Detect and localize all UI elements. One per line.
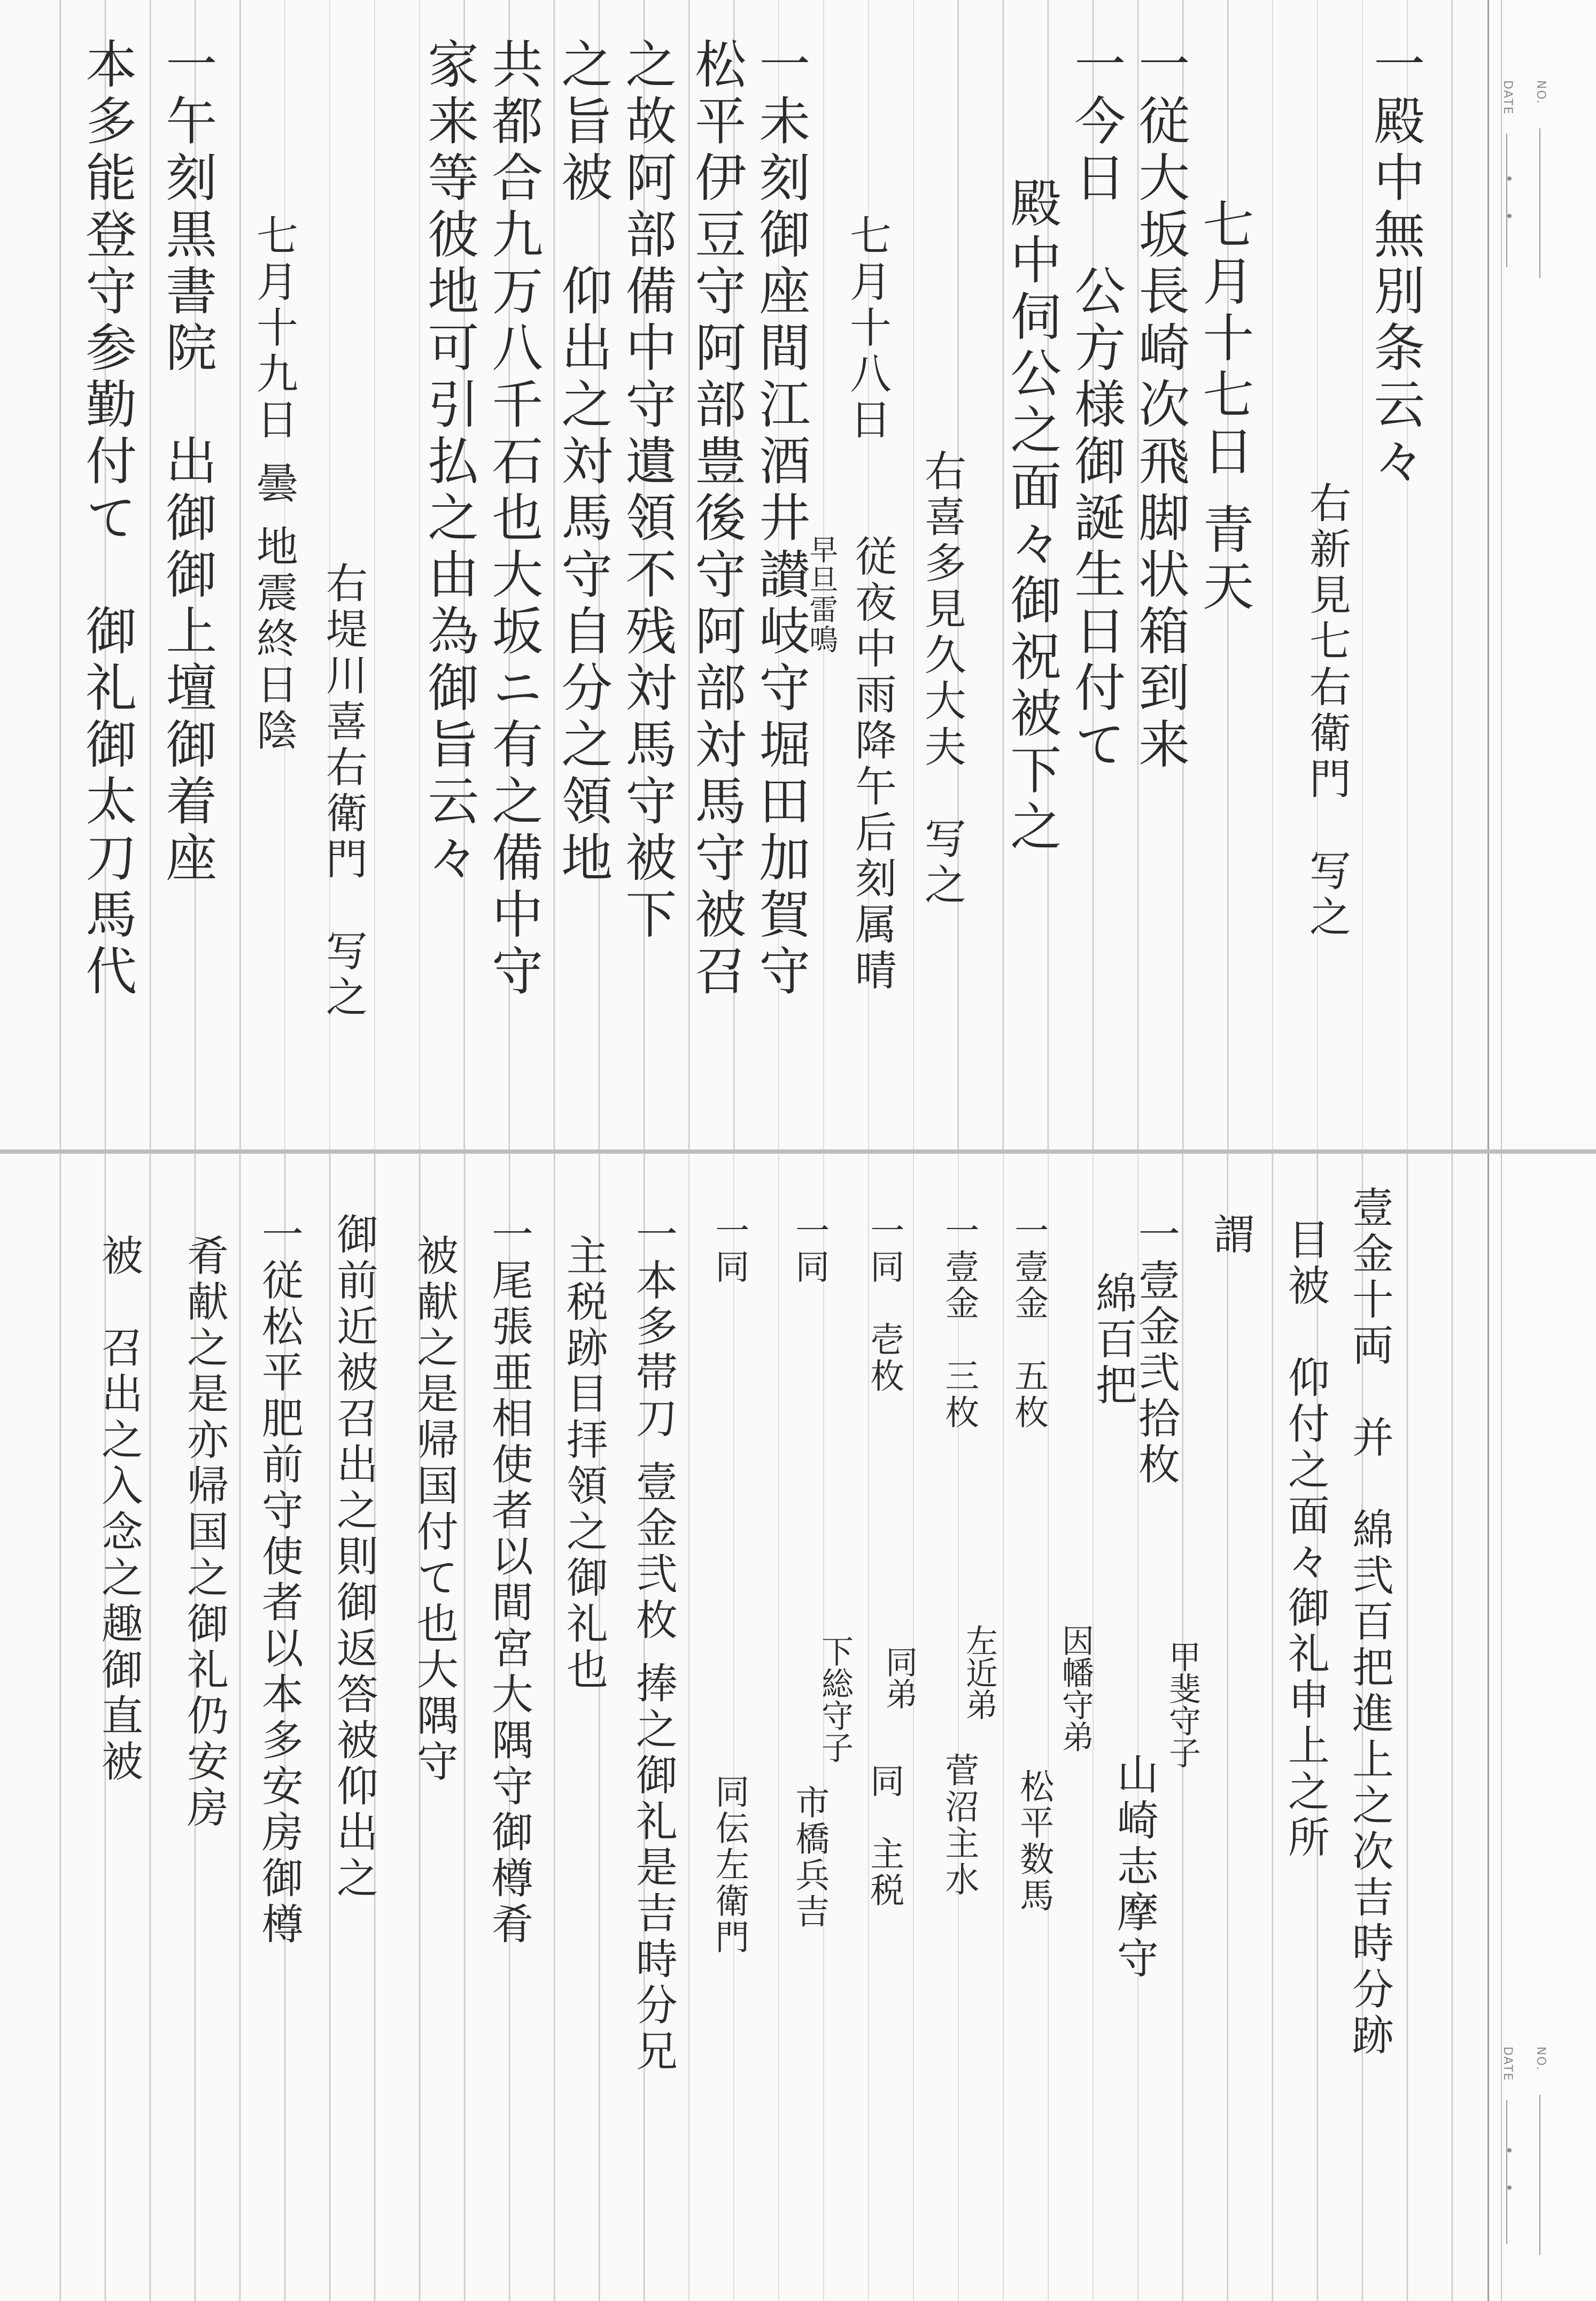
relation-note: 因幡守弟 xyxy=(1057,1624,1094,1752)
page-margin-strip xyxy=(1487,0,1596,1149)
text-column: 一従松平肥前守使者以本多安房御樽 xyxy=(254,1213,303,1948)
text-column: 一今日 公方様御誕生日付て xyxy=(1066,37,1126,774)
header-no-label: NO. xyxy=(1534,80,1547,105)
person-name: 市橋兵吉 xyxy=(789,1785,830,1930)
text-column: 被献之是帰国付て也大隅守 xyxy=(409,1234,458,1786)
gift-entry: 一壹金弐拾枚 xyxy=(1131,1213,1180,1488)
text-column: 壹金十両 并 綿弐百把進上之次吉時分跡 xyxy=(1345,1186,1393,2059)
text-column: 之旨被 仰出之対馬守自分之領地 xyxy=(553,37,613,887)
text-column: 家来等彼地可引払之由為御旨云々 xyxy=(419,37,479,887)
header-date-dot xyxy=(1507,214,1512,218)
gift-entry: 一壹金 三枚 xyxy=(939,1213,979,1431)
date-heading: 七月十七日 青天 xyxy=(1194,198,1254,616)
relation-note: 同弟 xyxy=(880,1646,918,1710)
text-column: 松平伊豆守阿部豊後守阿部対馬守被召 xyxy=(686,37,747,1001)
text-column: 一午刻黒書院 出御御上壇御着座 xyxy=(157,37,218,887)
weather-note: 早旦雷鳴 xyxy=(804,535,839,654)
scribe-note: 右新見七右衛門 写之 xyxy=(1302,481,1351,941)
text-column: 被 召出之入念之趣御直被 xyxy=(94,1234,143,1786)
header-date-label: DATE xyxy=(1501,2047,1514,2082)
text-column: 一本多帯刀 壹金弐枚 捧之御礼是吉時分兄 xyxy=(629,1213,677,2075)
header-no-label: NO. xyxy=(1534,2047,1547,2071)
text-column: 一殿中無別条云々 xyxy=(1365,37,1425,491)
text-column: 肴献之是亦帰国之御礼仍安房 xyxy=(180,1234,228,1832)
text-column: 目被 仰付之面々御礼申上之所 xyxy=(1281,1218,1329,1862)
header-date-line xyxy=(1506,134,1507,267)
date-heading: 七月十九日 曇 地震終日陰 xyxy=(249,214,298,755)
gift-entry: 一壹金 五枚 xyxy=(1009,1213,1049,1431)
text-column: 之故阿部備中守遺領不残対馬守被下 xyxy=(617,37,677,944)
weather-note: 従夜中雨降午后刻属晴 xyxy=(848,535,896,994)
header-date-dot xyxy=(1507,176,1512,181)
text-column: 本多能登守参勤付て 御礼御太刀馬代 xyxy=(77,37,137,1001)
header-date-label: DATE xyxy=(1501,80,1514,115)
text-column: 謂 xyxy=(1206,1213,1254,1258)
gift-entry: 一同 xyxy=(789,1213,830,1285)
gift-entry: 綿百把 xyxy=(1088,1271,1137,1409)
text-column: 一尾張亜相使者以間宮大隅守御樽肴 xyxy=(484,1213,533,1948)
person-name: 松平数馬 xyxy=(1014,1769,1054,1914)
gift-entry: 一同 xyxy=(709,1213,749,1285)
header-date-dot xyxy=(1507,2148,1512,2152)
text-column: 共都合九万八千石也大坂ニ有之備中守 xyxy=(483,37,544,1001)
text-column: 一従大坂長崎次飛脚状箱到来 xyxy=(1130,37,1190,774)
header-date-line xyxy=(1506,2100,1507,2244)
person-name: 同伝左衛門 xyxy=(709,1774,749,1956)
header-no-line xyxy=(1539,128,1540,278)
text-column: 一未刻御座間江酒井讃岐守堀田加賀守 xyxy=(750,37,811,1001)
relation-note: 下総守子 xyxy=(816,1635,854,1763)
notebook-page-bottom xyxy=(0,1154,1596,2301)
header-date-dot xyxy=(1507,2186,1512,2190)
person-name: 菅沼主水 xyxy=(939,1752,979,1898)
text-column: 殿中伺公之面々御祝被下之 xyxy=(1002,176,1062,856)
scribe-note: 右喜多見久大夫 写之 xyxy=(917,449,966,909)
date-heading: 七月十八日 xyxy=(842,214,891,444)
header-no-line xyxy=(1539,2095,1540,2255)
text-column: 主税跡目拝領之御礼也 xyxy=(559,1234,608,1694)
person-name: 山崎志摩守 xyxy=(1110,1752,1158,1982)
page-margin-strip xyxy=(1487,1154,1596,2301)
scribe-note: 右堤川喜右衛門 写之 xyxy=(319,561,367,1021)
person-name: 同 主税 xyxy=(864,1763,904,1909)
text-column: 御前近被召出之則御返答被仰出之 xyxy=(329,1213,378,1902)
relation-note: 左近弟 xyxy=(960,1624,998,1720)
relation-note: 甲斐守子 xyxy=(1164,1640,1201,1769)
gift-entry: 一同 壱枚 xyxy=(864,1213,904,1394)
